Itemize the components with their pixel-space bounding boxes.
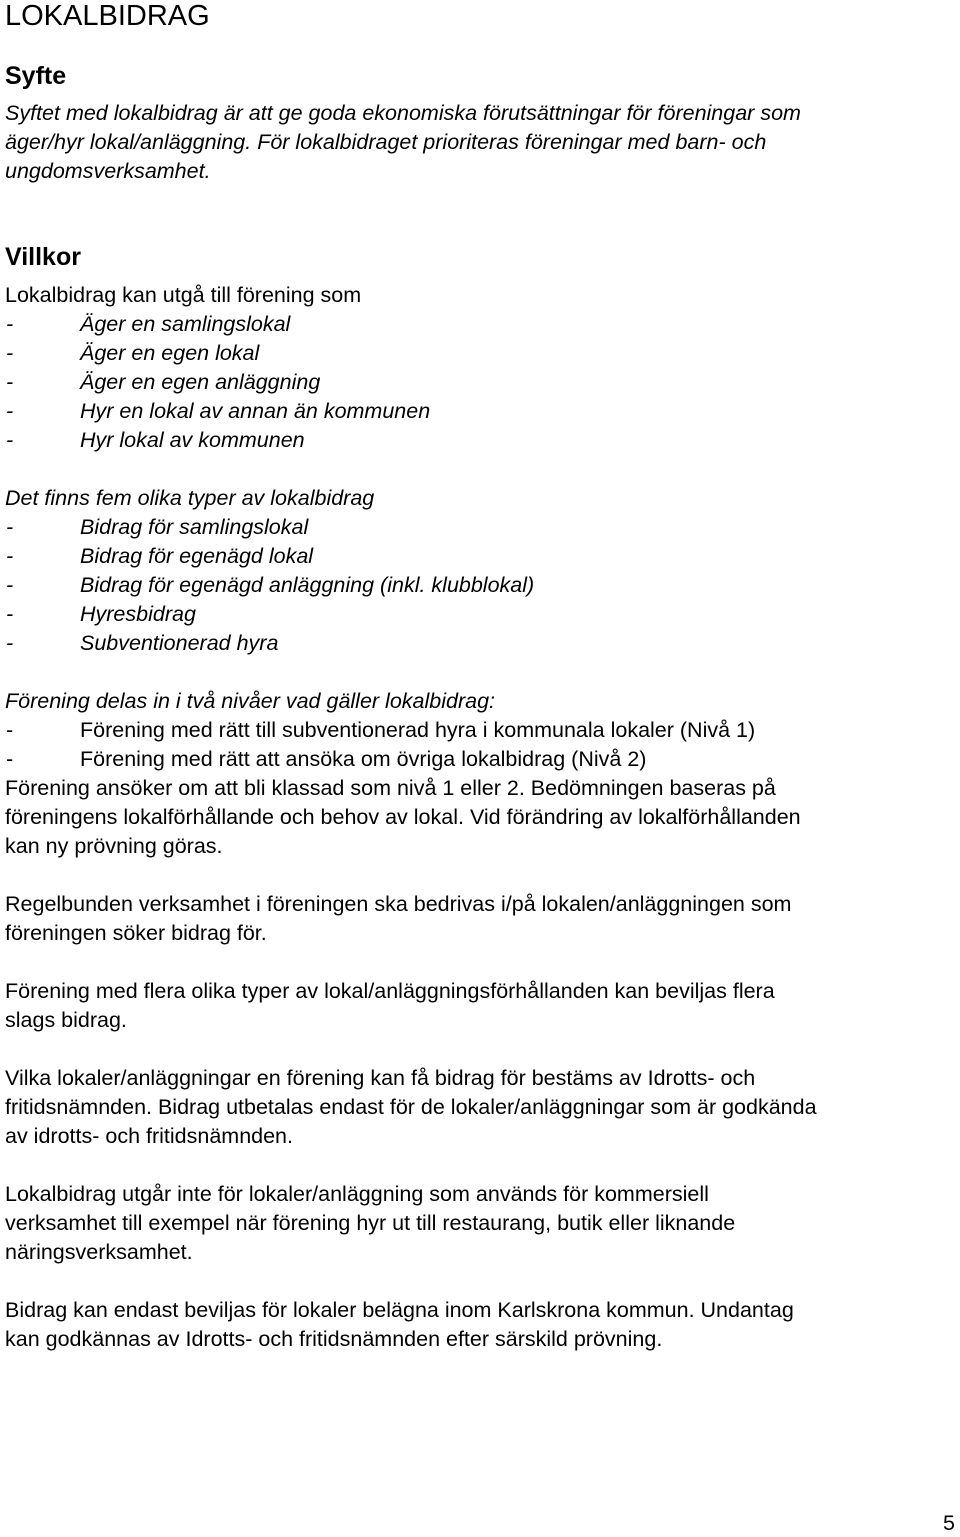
level-list-item xyxy=(5,716,755,745)
type-list-item xyxy=(5,542,313,571)
syfte-line: äger/hyr lokal/anläggning. För lokalbidraget prioriteras föreningar med barn- och xyxy=(5,130,767,154)
list-item-text: Hyr en lokal av annan än kommunen xyxy=(80,399,431,423)
list-dash: - xyxy=(6,399,14,423)
level-list-item xyxy=(5,745,646,774)
list-item-text: Hyr lokal av kommunen xyxy=(80,428,305,452)
paragraph-line: Regelbunden verksamhet i föreningen ska bedrivas i/på lokalen/anläggningen som xyxy=(5,892,792,916)
paragraph-line: Förening med flera olika typer av lokal/anläggningsförhållanden kan beviljas flera xyxy=(5,979,775,1003)
list-dash: - xyxy=(6,312,14,336)
list-item-text: Subventionerad hyra xyxy=(80,631,279,655)
list-item-text: Förening med rätt till subventionerad hyra i kommunala lokaler (Nivå 1) xyxy=(80,718,756,742)
paragraph-line: Vilka lokaler/anläggningar en förening kan få bidrag för bestäms av Idrotts- och xyxy=(5,1066,756,1090)
section-heading-syfte: Syfte xyxy=(5,62,67,90)
paragraph-line: av idrotts- och fritidsnämnden. xyxy=(5,1124,293,1148)
list-item-text: Hyresbidrag xyxy=(80,602,196,626)
type-list-item xyxy=(5,571,534,600)
types-intro: Det finns fem olika typer av lokalbidrag xyxy=(5,486,375,510)
paragraph-line: Lokalbidrag utgår inte för lokaler/anläggning som används för kommersiell xyxy=(5,1182,709,1206)
type-list-item xyxy=(5,513,308,542)
type-list-item xyxy=(5,600,196,629)
levels-intro: Förening delas in i två nivåer vad gäller lokalbidrag: xyxy=(5,689,495,713)
list-item-text: Bidrag för egenägd anläggning (inkl. klubblokal) xyxy=(80,573,535,597)
list-dash: - xyxy=(6,631,14,655)
list-item-text: Äger en egen lokal xyxy=(80,341,260,365)
paragraph-line: Bidrag kan endast beviljas för lokaler belägna inom Karlskrona kommun. Undantag xyxy=(5,1298,794,1322)
owner-list-item xyxy=(5,397,430,426)
paragraph-line: föreningens lokalförhållande och behov av lokal. Vid förändring av lokalförhållanden xyxy=(5,805,801,829)
list-item-text: Bidrag för egenägd lokal xyxy=(80,544,314,568)
owner-list-item xyxy=(5,368,320,397)
owner-list-item xyxy=(5,339,259,368)
paragraph-line: slags bidrag. xyxy=(5,1008,127,1032)
paragraph-line: Förening ansöker om att bli klassad som nivå 1 eller 2. Bedömningen baseras på xyxy=(5,776,776,800)
section-heading-villkor: Villkor xyxy=(5,243,81,271)
villkor-intro: Lokalbidrag kan utgå till förening som xyxy=(5,283,362,307)
paragraph-line: kan ny prövning göras. xyxy=(5,834,223,858)
paragraph-line: föreningen söker bidrag för. xyxy=(5,921,267,945)
list-dash: - xyxy=(6,544,14,568)
list-dash: - xyxy=(6,718,14,742)
list-dash: - xyxy=(6,747,14,771)
list-dash: - xyxy=(6,515,14,539)
list-dash: - xyxy=(6,573,14,597)
list-dash: - xyxy=(6,341,14,365)
list-item-text: Äger en samlingslokal xyxy=(80,312,291,336)
list-item-text: Äger en egen anläggning xyxy=(80,370,321,394)
list-item-text: Bidrag för samlingslokal xyxy=(80,515,309,539)
paragraph-line: näringsverksamhet. xyxy=(5,1240,193,1264)
syfte-line: Syftet med lokalbidrag är att ge goda ekonomiska förutsättningar för föreningar som xyxy=(5,101,801,125)
page-number: 5 xyxy=(943,1511,955,1535)
paragraph-line: fritidsnämnden. Bidrag utbetalas endast för de lokaler/anläggningar som är godkända xyxy=(5,1095,817,1119)
list-dash: - xyxy=(6,602,14,626)
owner-list-item xyxy=(5,426,305,455)
list-dash: - xyxy=(6,370,14,394)
document-title: LOKALBIDRAG xyxy=(5,0,210,32)
list-dash: - xyxy=(6,428,14,452)
paragraph-line: verksamhet till exempel när förening hyr ut till restaurang, butik eller liknande xyxy=(5,1211,736,1235)
type-list-item xyxy=(5,629,278,658)
syfte-line: ungdomsverksamhet. xyxy=(5,159,211,183)
owner-list-item xyxy=(5,310,290,339)
paragraph-line: kan godkännas av Idrotts- och fritidsnämnden efter särskild prövning. xyxy=(5,1327,663,1351)
list-item-text: Förening med rätt att ansöka om övriga lokalbidrag (Nivå 2) xyxy=(80,747,647,771)
